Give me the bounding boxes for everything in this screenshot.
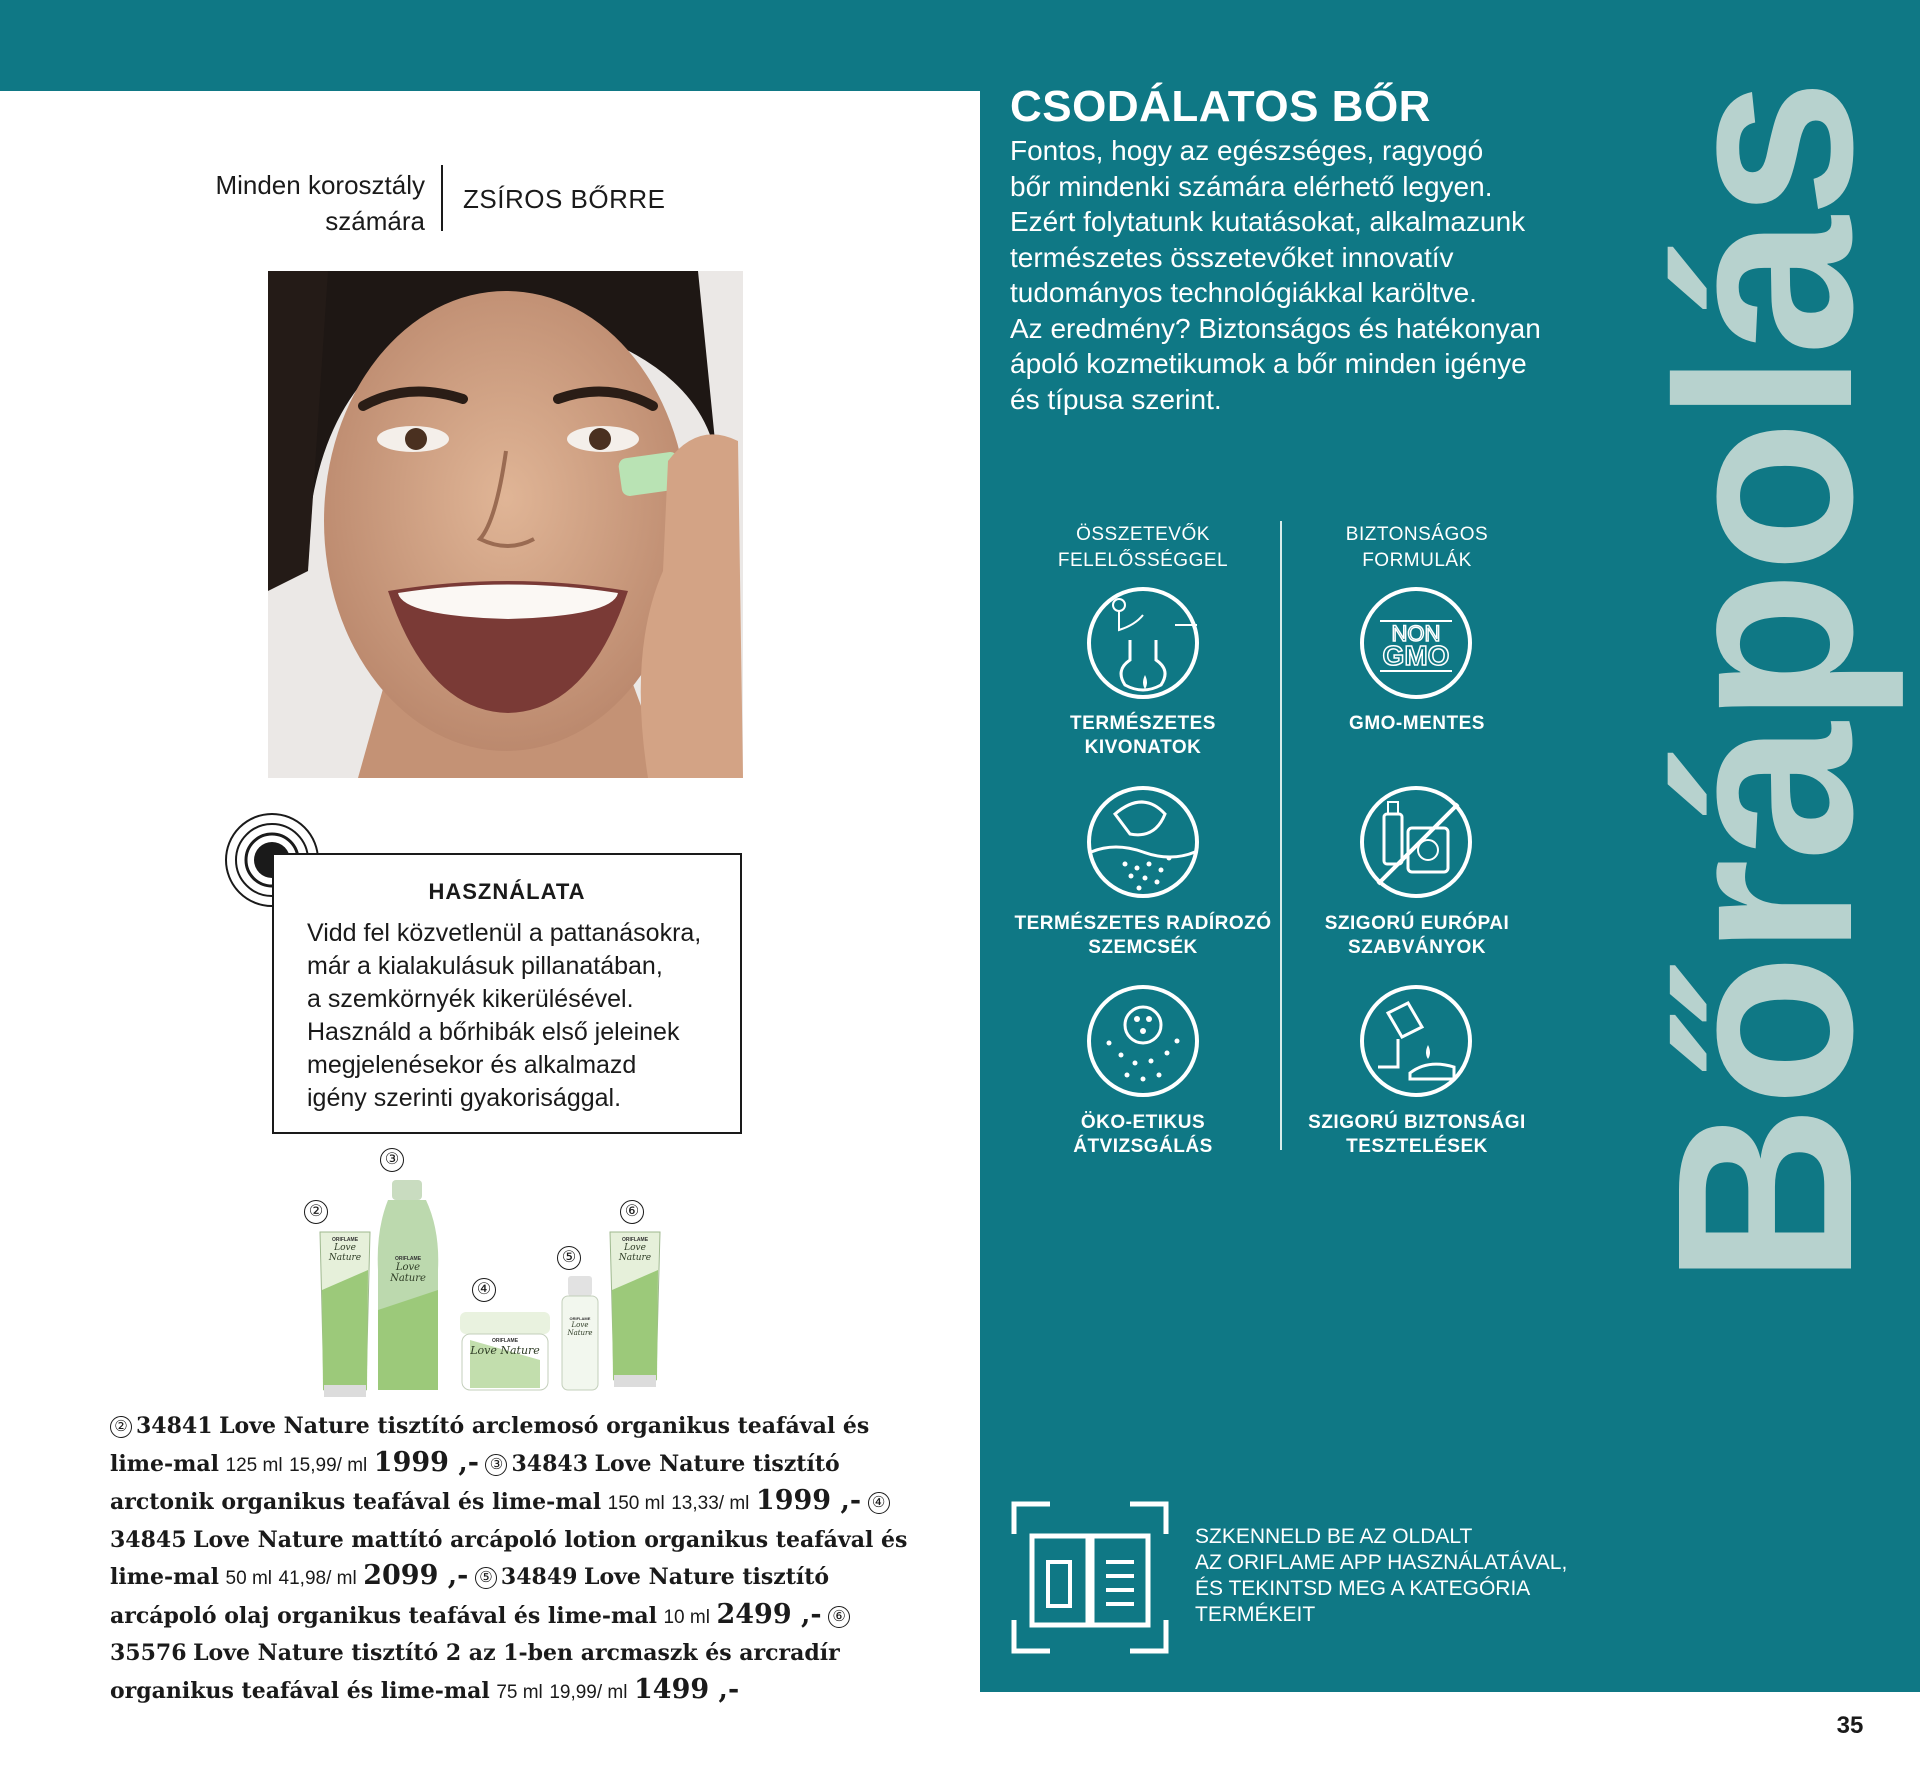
badge-label-eu-standards: SZIGORÚ EURÓPAI SZABVÁNYOK: [1324, 913, 1510, 958]
label-tube-6: ORIFLAME Love Nature: [618, 1237, 652, 1263]
svg-text:NON: NON: [1391, 621, 1441, 646]
panel-heading: CSODÁLATOS BŐR: [1010, 82, 1431, 131]
product-number: ⑤: [557, 1246, 581, 1270]
header-divider: [441, 165, 443, 231]
badge-label-natural-exfoliants: TERMÉSZETES RADÍROZÓ SZEMCSÉK: [1014, 913, 1272, 958]
label-bottle-3: ORIFLAME Love Nature: [390, 1256, 426, 1284]
usage-text: Vidd fel közvetlenül a pattanásokra, már a kialakulásuk pillanatában, a szemkörnyék kikerülésével. Használd a bőrhibák első jeleinek megjelenésekor és alkalmazd igény szerinti gyakorisággal.: [307, 919, 702, 1112]
model-photo: [268, 271, 743, 778]
column-divider: [1280, 521, 1282, 1150]
label-jar-4: ORIFLAME Love Nature: [470, 1338, 540, 1357]
vertical-category-title: Bőrápolás: [1625, 80, 1904, 1286]
usage-title: HASZNÁLATA: [428, 879, 586, 904]
product-number: ⑥: [620, 1200, 644, 1224]
top-bar: [0, 0, 1920, 91]
badge-label-natural-extracts: TERMÉSZETES KIVONATOK: [1070, 713, 1216, 758]
column-header-ingredients: ÖSSZETEVŐK FELELŐSSÉGGEL: [1057, 524, 1229, 571]
svg-text:GMO: GMO: [1382, 640, 1450, 671]
badge-label-eco-ethical: ÖKO-ETIKUS ÁTVIZSGÁLÁS: [1073, 1112, 1213, 1157]
panel-intro: Fontos, hogy az egészséges, ragyogó bőr mindenki számára elérhető legyen. Ezért folytatunk kutatásokat, alkalmazunk természetes összetevőket innovatív tudományos technológiákkal karöltve. Az eredmény? Biztonságos és hatékonyan ápoló kozmetikumok a bőr minden igénye és típusa szerint.: [1010, 135, 1541, 415]
age-group-label: Minden korosztály számára: [215, 170, 425, 236]
column-header-safe-formulas: BIZTONSÁGOS FORMULÁK: [1345, 524, 1489, 571]
no-chemicals-icon: [1358, 784, 1474, 900]
badge-label-gmo-free: GMO-MENTES: [1349, 713, 1485, 734]
page-number: 35: [1836, 1712, 1864, 1739]
product-number: ④: [472, 1278, 496, 1302]
eco-cell-icon: [1085, 983, 1201, 1099]
leaf-particles-icon: [1085, 784, 1201, 900]
badge-label-safety-tests: SZIGORÚ BIZTONSÁGI TESZTELÉSEK: [1308, 1112, 1526, 1157]
product-number: ②: [304, 1200, 328, 1224]
scan-instructions: SZKENNELD BE AZ OLDALT AZ ORIFLAME APP HASZNÁLATÁVAL, ÉS TEKINTSD MEG A KATEGÓRIA TERMÉKEIT: [1195, 1525, 1568, 1626]
usage-box: [272, 853, 742, 1134]
product-lineup: [290, 1140, 720, 1400]
skin-type-label: ZSÍROS BŐRRE: [463, 184, 666, 214]
label-vial-5: ORIFLAME Love Nature: [567, 1316, 593, 1337]
products-illustration: [290, 1140, 720, 1400]
plant-flask-icon: [1085, 585, 1201, 701]
product-description: ② 34841 Love Nature tisztító arclemosó organikus teafával és lime-mal 125 ml 15,99/ ml 1999 ,- ③ 34843 Love Nature tisztító arctonik organikus teafával és lime-mal 150 ml 13,33/ ml 1999 ,- ④34845 Love Nature mattító arcápoló lotion organikus teafával és lime-mal 50 ml 41,98/ ml 2099 ,- ⑤ 34849 Love Nature tisztító arcápoló olaj organikus teafával és lime-mal 10 ml 2499 ,- ⑥35576 Love Nature tisztító 2 az 1-ben arcmaszk és arcradír organikus teafával és lime-mal 75 ml 19,99/ ml 1499 ,-: [110, 1413, 908, 1705]
microscope-hand-icon: [1358, 983, 1474, 1099]
label-tube-2: ORIFLAME Love Nature: [328, 1237, 362, 1263]
non-gmo-icon: [1358, 585, 1474, 701]
scan-page-icon[interactable]: [1010, 1500, 1170, 1655]
product-number: ③: [380, 1148, 404, 1172]
